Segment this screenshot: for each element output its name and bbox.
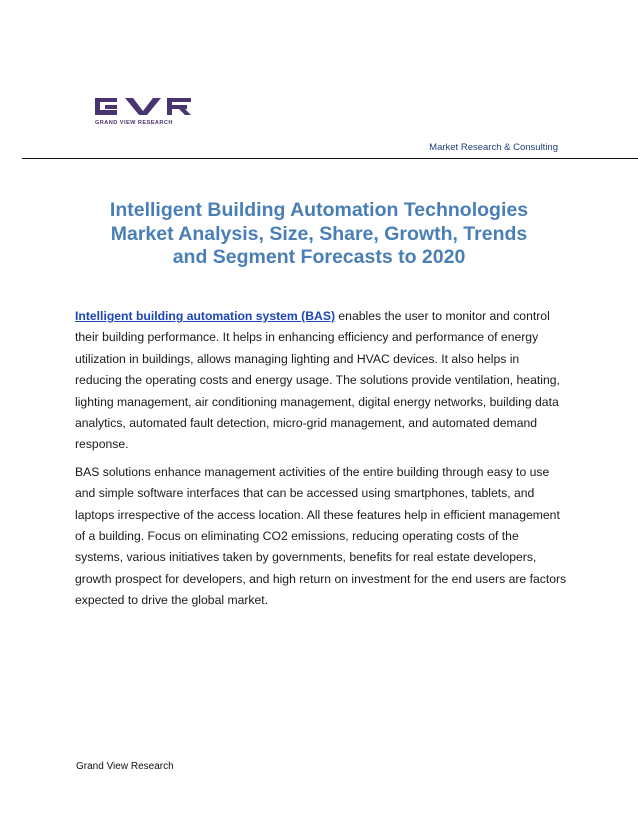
header-divider — [22, 158, 638, 159]
document-title — [62, 199, 576, 270]
title-line: and Segment Forecasts to 2020 — [172, 246, 466, 268]
title-line: Intelligent Building Automation Technologies — [109, 199, 529, 221]
paragraph-text: BAS solutions enhance management activities of the entire building through easy to use and simple software interfaces that can be accessed using smartphones, tablets, and laptops irrespective of the access location. All these features help in efficient management of a building. Focus on eliminating CO2 emissions, reducing operating costs of the systems, various initiatives taken by governments, benefits for real estate developers, growth prospect for developers, and high return on investment for the end users are factors expected to drive the global market. — [75, 464, 567, 608]
document-body — [75, 306, 567, 612]
bas-link[interactable]: Intelligent building automation system (BAS) — [75, 309, 336, 323]
paragraph-text: enables the user to monitor and control their building performance. It helps in enhancing efficiency and performance of energy utilization in buildings, allows managing lighting and HVAC devices. It also helps in reducing the operating costs and energy usage. The solutions provide ventilation, heating, lighting management, air conditioning management, digital energy networks, building data analytics, automated fault detection, micro-grid management, and automated demand response. — [75, 309, 560, 452]
body-paragraph — [75, 462, 567, 612]
body-paragraph — [75, 306, 567, 456]
title-line: Market Analysis, Size, Share, Growth, Trends — [110, 222, 528, 245]
logo-wordmark: GRAND VIEW RESEARCH — [95, 120, 173, 126]
header-tagline: Market Research & Consulting — [429, 142, 558, 153]
page-footer: Grand View Research — [76, 761, 174, 772]
